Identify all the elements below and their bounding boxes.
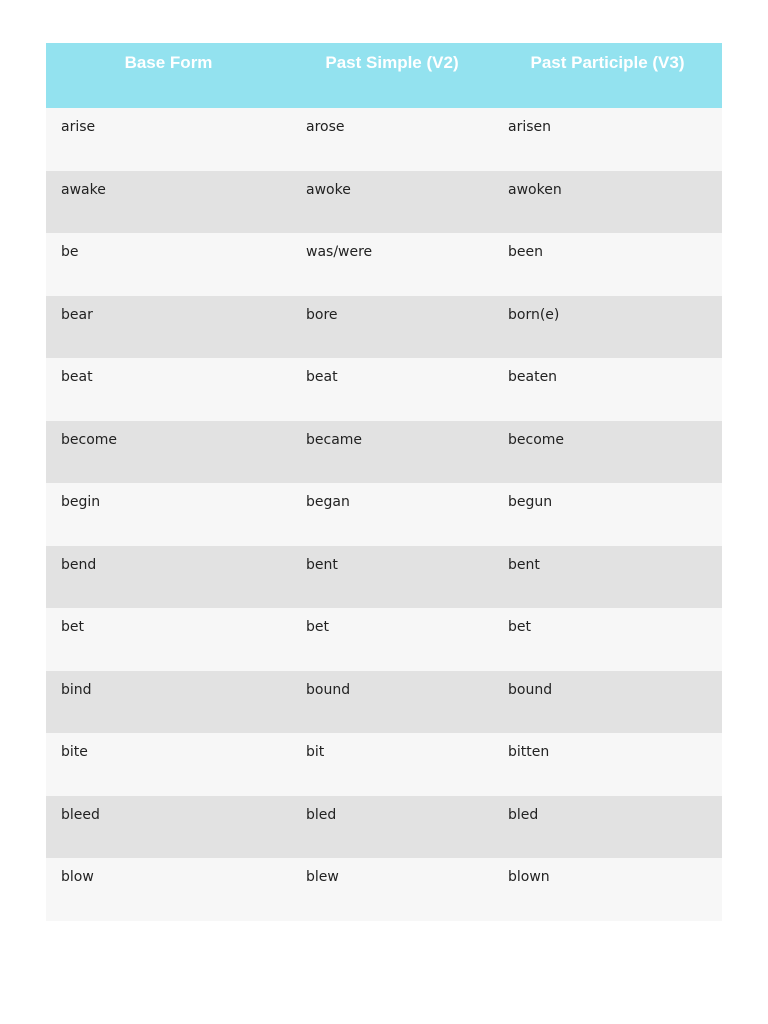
cell-base-form: bend xyxy=(61,556,97,573)
table-row xyxy=(46,171,722,234)
cell-past-participle: blown xyxy=(508,869,550,885)
cell-past-simple: awoke xyxy=(306,181,351,198)
cell-base-form: arise xyxy=(61,119,96,135)
cell-past-simple: blew xyxy=(306,869,339,885)
cell-past-simple: bet xyxy=(306,619,329,635)
table-row xyxy=(46,733,722,796)
cell-past-participle: become xyxy=(508,431,565,448)
cell-past-participle: born(e) xyxy=(508,306,560,323)
cell-past-participle: beaten xyxy=(508,369,558,385)
cell-past-simple: became xyxy=(306,431,363,448)
cell-base-form: bite xyxy=(61,744,88,760)
cell-base-form: blow xyxy=(61,869,94,885)
cell-past-participle: arisen xyxy=(508,119,552,135)
cell-base-form: beat xyxy=(61,369,93,385)
cell-past-simple: bound xyxy=(306,681,351,698)
table-row xyxy=(46,296,722,359)
cell-past-participle: bound xyxy=(508,681,553,698)
cell-past-simple: was/were xyxy=(306,244,373,260)
table-header-row xyxy=(46,43,722,108)
cell-past-participle: awoken xyxy=(508,181,562,198)
table-row xyxy=(46,858,722,921)
cell-past-simple: bled xyxy=(306,806,337,823)
cell-past-participle: bitten xyxy=(508,744,550,760)
table-row xyxy=(46,233,722,296)
cell-past-participle: begun xyxy=(508,494,553,510)
cell-base-form: begin xyxy=(61,494,101,510)
cell-past-participle: bent xyxy=(508,556,540,573)
cell-base-form: bleed xyxy=(61,806,100,823)
cell-past-participle: bet xyxy=(508,619,531,635)
cell-past-participle: bled xyxy=(508,806,539,823)
cell-past-simple: beat xyxy=(306,369,338,385)
cell-base-form: bind xyxy=(61,681,92,698)
table-row xyxy=(46,671,722,734)
cell-base-form: be xyxy=(61,244,79,260)
cell-past-participle: been xyxy=(508,244,543,260)
cell-past-simple: bent xyxy=(306,556,338,573)
table-body xyxy=(46,108,722,921)
irregular-verbs-table xyxy=(46,43,722,921)
header-base-form: Base Form xyxy=(124,53,213,72)
cell-base-form: awake xyxy=(61,181,106,198)
cell-past-simple: bit xyxy=(306,744,325,760)
table-row xyxy=(46,608,722,671)
table-row xyxy=(46,108,722,171)
table-row xyxy=(46,358,722,421)
cell-past-simple: began xyxy=(306,494,350,510)
table-row xyxy=(46,796,722,859)
cell-base-form: bet xyxy=(61,619,84,635)
table-row xyxy=(46,483,722,546)
table-row xyxy=(46,421,722,484)
cell-base-form: bear xyxy=(61,306,93,323)
cell-base-form: become xyxy=(61,431,118,448)
table-row xyxy=(46,546,722,609)
header-past-participle: Past Participle (V3) xyxy=(530,53,685,72)
header-past-simple: Past Simple (V2) xyxy=(325,53,459,72)
cell-past-simple: bore xyxy=(306,306,338,323)
cell-past-simple: arose xyxy=(306,119,345,135)
